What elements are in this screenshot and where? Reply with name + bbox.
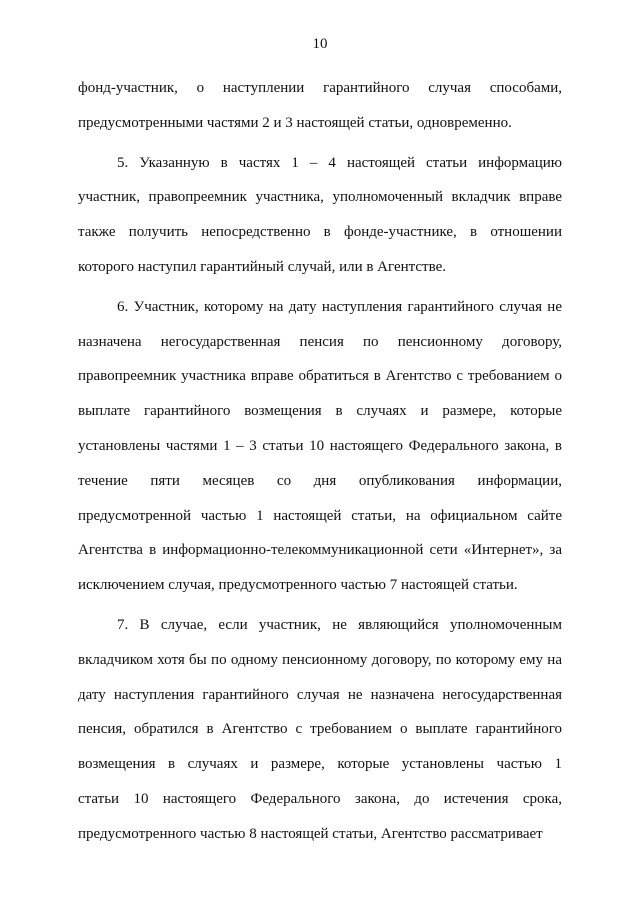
text-line: которого наступил гарантийный случай, или в Агентстве. bbox=[78, 258, 447, 275]
text-line: участник, правопреемник участника, уполномоченный вкладчик вправе bbox=[78, 189, 562, 206]
text-line: правопреемник участника вправе обратиться в Агентство с требованием о bbox=[78, 368, 562, 385]
text-line: вкладчиком хотя бы по одному пенсионному договору, по которому ему на bbox=[78, 651, 562, 668]
paragraph bbox=[78, 146, 562, 285]
text-line: предусмотренной частью 1 настоящей статьи, на официальном сайте bbox=[78, 507, 562, 524]
document-body bbox=[78, 71, 562, 852]
text-line: предусмотренными частями 2 и 3 настоящей статьи, одновременно. bbox=[78, 114, 512, 131]
text-line: Агентства в информационно-телекоммуникационной сети «Интернет», за bbox=[78, 542, 562, 559]
text-line: также получить непосредственно в фонде-участнике, в отношении bbox=[78, 224, 562, 241]
text-line: назначена негосударственная пенсия по пенсионному договору, bbox=[78, 333, 562, 350]
page-number: 10 bbox=[312, 36, 328, 52]
paragraph bbox=[78, 290, 562, 603]
paragraph bbox=[78, 608, 562, 852]
text-line: исключением случая, предусмотренного частью 7 настоящей статьи. bbox=[78, 577, 518, 594]
text-line: выплате гарантийного возмещения в случаях и размере, которые bbox=[78, 403, 562, 420]
text-line: фонд-участник, о наступлении гарантийного случая способами, bbox=[78, 80, 562, 96]
text-line: установлены частями 1 – 3 статьи 10 настоящего Федерального закона, в bbox=[78, 437, 562, 454]
text-line: дату наступления гарантийного случая не назначена негосударственная bbox=[78, 686, 562, 703]
text-line: 7. В случае, если участник, не являющийся уполномоченным bbox=[117, 616, 562, 633]
text-line: 6. Участник, которому на дату наступления гарантийного случая не bbox=[117, 298, 562, 315]
paragraph bbox=[78, 71, 562, 141]
text-line: возмещения в случаях и размере, которые установлены частью 1 bbox=[78, 756, 562, 773]
text-line: 5. Указанную в частях 1 – 4 настоящей статьи информацию bbox=[117, 154, 562, 171]
text-line: статьи 10 настоящего Федерального закона, до истечения срока, bbox=[78, 790, 562, 807]
text-line: течение пяти месяцев со дня опубликования информации, bbox=[78, 472, 562, 489]
text-line: пенсия, обратился в Агентство с требованием о выплате гарантийного bbox=[78, 721, 562, 738]
text-line: предусмотренного частью 8 настоящей статьи, Агентство рассматривает bbox=[78, 825, 543, 842]
